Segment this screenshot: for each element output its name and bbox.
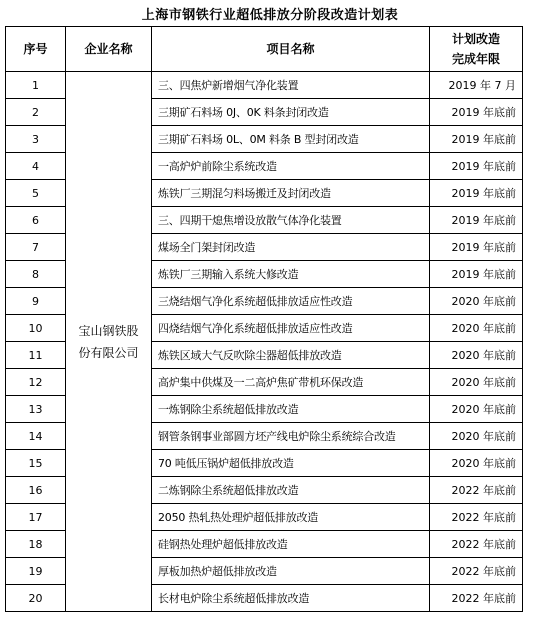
row-index: 7 — [6, 234, 66, 261]
row-project: 炼铁厂三期混匀料场搬迁及封闭改造 — [152, 180, 430, 207]
row-deadline: 2020 年底前 — [430, 288, 523, 315]
row-index: 14 — [6, 423, 66, 450]
row-deadline: 2019 年底前 — [430, 153, 523, 180]
row-project: 炼铁厂三期输入系统大修改造 — [152, 261, 430, 288]
row-project: 三期矿石料场 0J、0K 料条封闭改造 — [152, 99, 430, 126]
row-deadline: 2022 年底前 — [430, 531, 523, 558]
row-deadline: 2019 年底前 — [430, 99, 523, 126]
row-project: 三期矿石料场 0L、0M 料条 B 型封闭改造 — [152, 126, 430, 153]
row-index: 20 — [6, 585, 66, 612]
row-project: 四烧结烟气净化系统超低排放适应性改造 — [152, 315, 430, 342]
row-deadline: 2019 年底前 — [430, 261, 523, 288]
row-project: 硅钢热处理炉超低排放改造 — [152, 531, 430, 558]
row-deadline: 2019 年底前 — [430, 234, 523, 261]
row-project: 高炉集中供煤及一二高炉焦矿带机环保改造 — [152, 369, 430, 396]
row-index: 18 — [6, 531, 66, 558]
row-deadline: 2019 年底前 — [430, 207, 523, 234]
header-deadline-line2: 完成年限 — [451, 52, 500, 66]
row-deadline: 2019 年底前 — [430, 126, 523, 153]
row-project: 三、四期干熄焦增设放散气体净化装置 — [152, 207, 430, 234]
table-title: 上海市钢铁行业超低排放分阶段改造计划表 — [141, 8, 399, 23]
row-deadline: 2020 年底前 — [430, 342, 523, 369]
row-index: 11 — [6, 342, 66, 369]
row-deadline: 2022 年底前 — [430, 477, 523, 504]
row-index: 8 — [6, 261, 66, 288]
row-index: 17 — [6, 504, 66, 531]
row-index: 5 — [6, 180, 66, 207]
row-project: 一高炉炉前除尘系统改造 — [152, 153, 430, 180]
header-index: 序号 — [6, 27, 66, 72]
company-name-cell — [66, 72, 152, 612]
row-deadline: 2020 年底前 — [430, 423, 523, 450]
row-deadline: 2019 年 7 月 — [430, 72, 523, 99]
row-index: 16 — [6, 477, 66, 504]
row-project: 二炼钢除尘系统超低排放改造 — [152, 477, 430, 504]
row-index: 3 — [6, 126, 66, 153]
row-index: 4 — [6, 153, 66, 180]
row-deadline: 2020 年底前 — [430, 396, 523, 423]
row-index: 13 — [6, 396, 66, 423]
row-index: 12 — [6, 369, 66, 396]
table-row — [6, 72, 523, 99]
row-deadline: 2019 年底前 — [430, 180, 523, 207]
row-deadline: 2020 年底前 — [430, 369, 523, 396]
row-index: 15 — [6, 450, 66, 477]
plan-table — [5, 26, 523, 612]
row-index: 1 — [6, 72, 66, 99]
row-deadline: 2020 年底前 — [430, 315, 523, 342]
row-deadline: 2020 年底前 — [430, 450, 523, 477]
row-project: 一炼钢除尘系统超低排放改造 — [152, 396, 430, 423]
header-row — [6, 27, 523, 72]
header-project: 项目名称 — [152, 27, 430, 72]
row-index: 2 — [6, 99, 66, 126]
header-company: 企业名称 — [66, 27, 152, 72]
company-name-line1: 宝山钢铁股 — [78, 323, 139, 338]
row-project: 钢管条钢事业部圆方坯产线电炉除尘系统综合改造 — [152, 423, 430, 450]
row-project: 炼铁区域大气反吹除尘器超低排放改造 — [152, 342, 430, 369]
row-project: 煤场全门架封闭改造 — [152, 234, 430, 261]
row-project: 长材电炉除尘系统超低排放改造 — [152, 585, 430, 612]
row-deadline: 2022 年底前 — [430, 585, 523, 612]
row-index: 19 — [6, 558, 66, 585]
row-project: 三烧结烟气净化系统超低排放适应性改造 — [152, 288, 430, 315]
header-deadline — [430, 27, 523, 72]
row-project: 三、四焦炉新增烟气净化装置 — [152, 72, 430, 99]
row-project: 2050 热轧热处理炉超低排放改造 — [152, 504, 430, 531]
table-body — [6, 72, 523, 612]
row-project: 70 吨低压锅炉超低排放改造 — [152, 450, 430, 477]
row-index: 10 — [6, 315, 66, 342]
row-index: 6 — [6, 207, 66, 234]
row-deadline: 2022 年底前 — [430, 504, 523, 531]
row-deadline: 2022 年底前 — [430, 558, 523, 585]
row-index: 9 — [6, 288, 66, 315]
row-project: 厚板加热炉超低排放改造 — [152, 558, 430, 585]
company-name-line2: 份有限公司 — [78, 345, 139, 360]
header-deadline-line1: 计划改造 — [451, 32, 500, 46]
